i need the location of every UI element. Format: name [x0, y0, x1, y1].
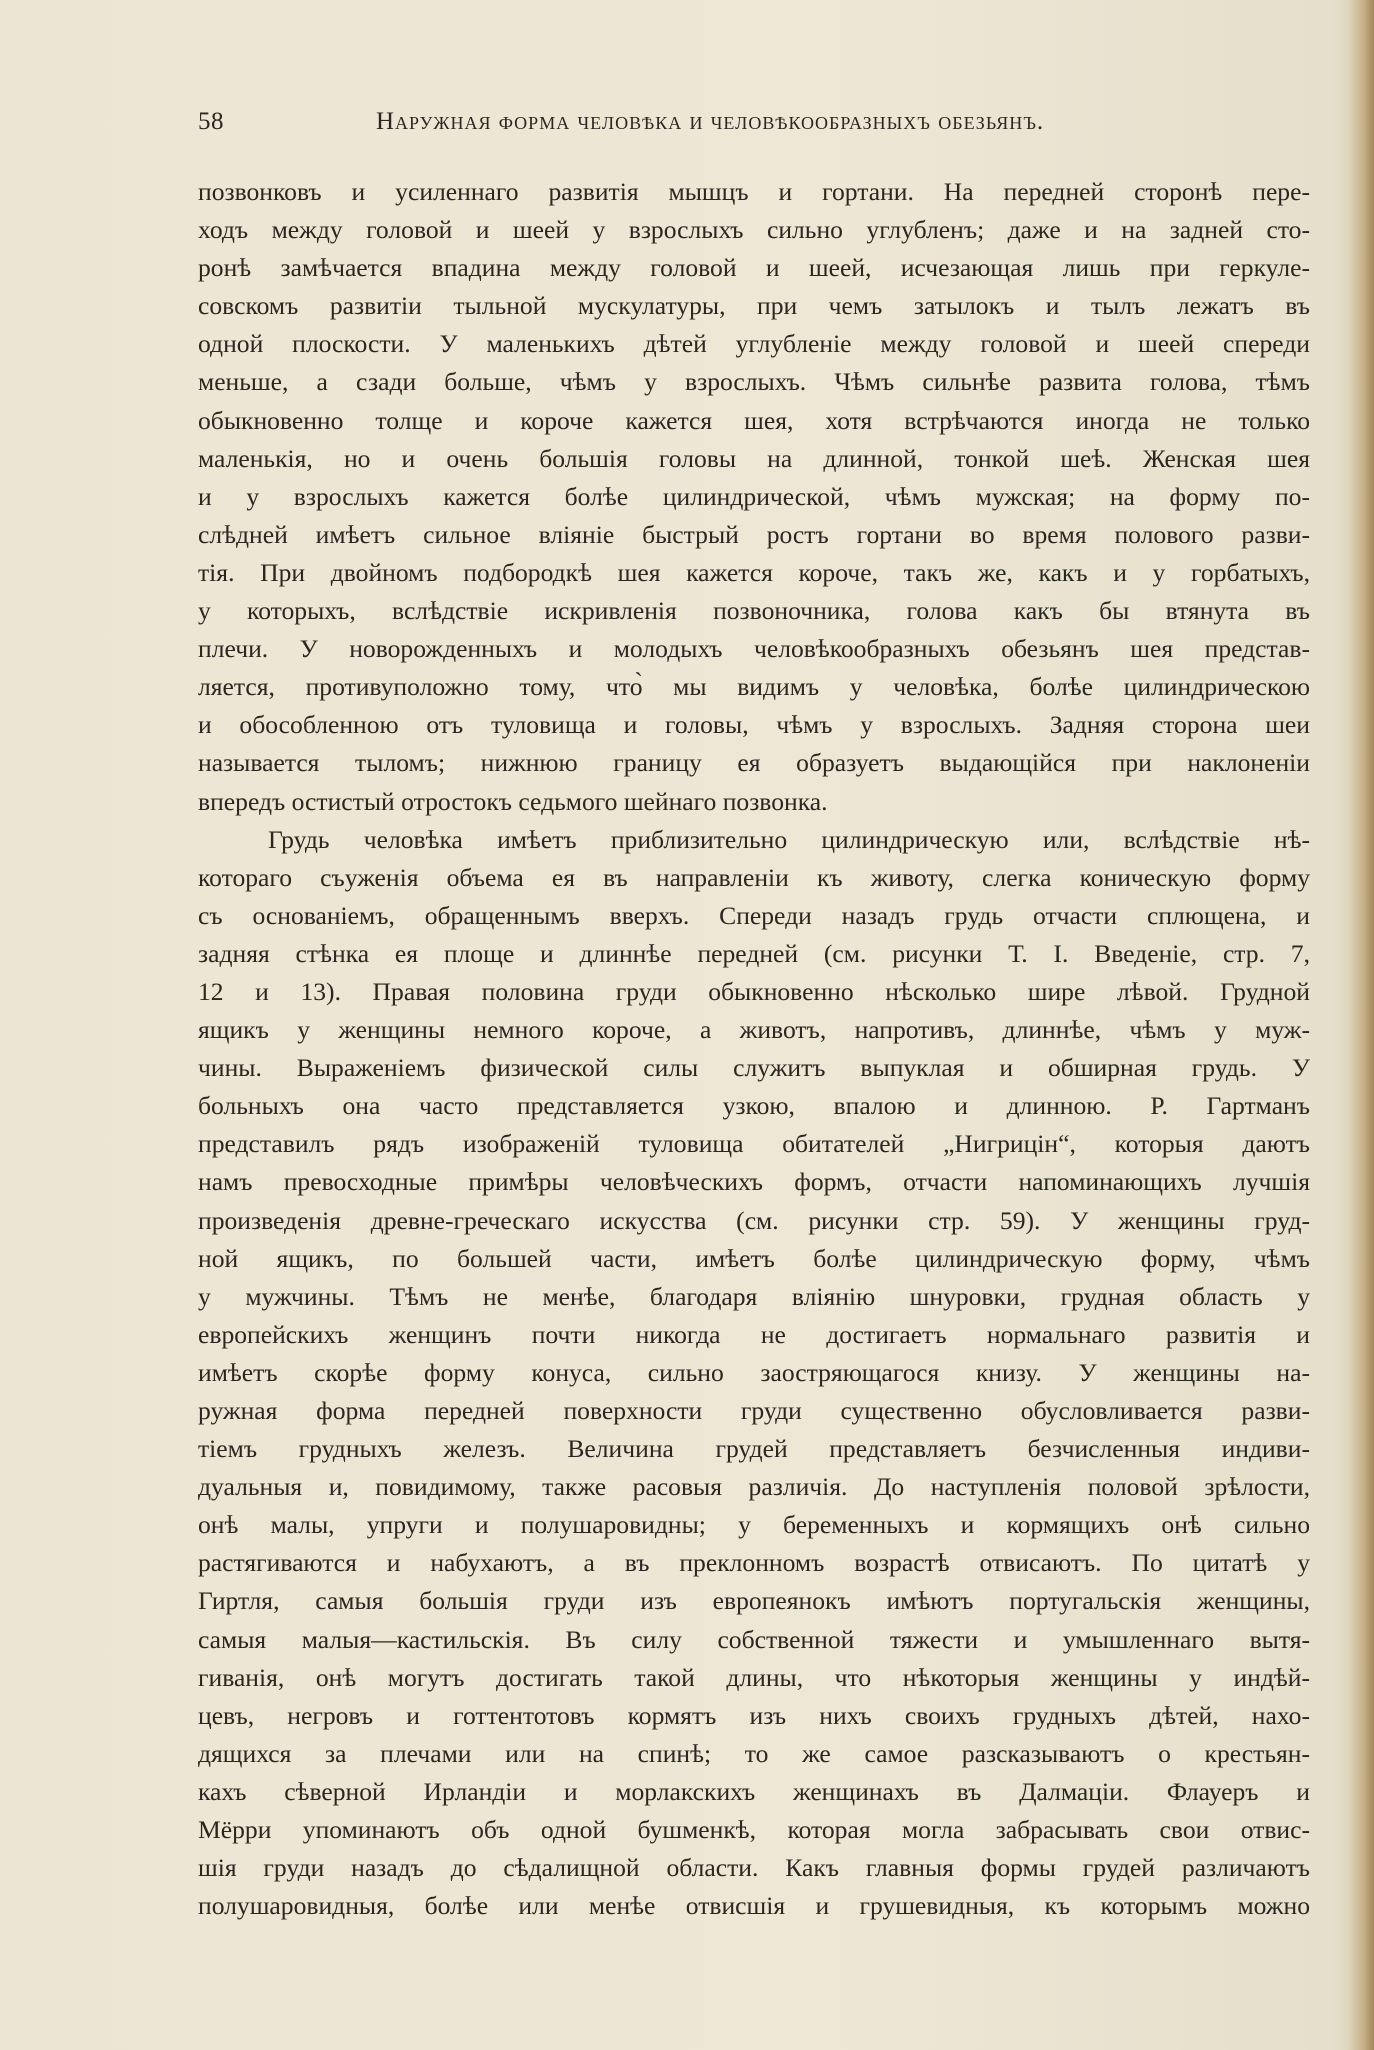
- text-line: совскомъ развитіи тыльной мускулатуры, при чемъ затылокъ и тылъ лежатъ въ: [198, 291, 1310, 321]
- text-line: чины. Выраженіемъ физической силы служитъ выпуклая и обширная грудь. У: [198, 1053, 1310, 1083]
- text-line: одной плоскости. У маленькихъ дѣтей углубленіе между головой и шеей спереди: [198, 329, 1310, 359]
- page-header: [198, 108, 1310, 148]
- text-line: тія. При двойномъ подбородкѣ шея кажется короче, такъ же, какъ и у горбатыхъ,: [198, 557, 1310, 587]
- text-line: котораго съуженія объема ея въ направленіи къ животу, слегка коническую форму: [198, 862, 1310, 892]
- body-text: [198, 173, 1310, 1925]
- text-line: задняя стѣнка ея площе и длиннѣе передней (см. рисунки Т. I. Введеніе, стр. 7,: [198, 938, 1310, 968]
- text-line: кахъ сѣверной Ирландіи и морлакскихъ женщинахъ въ Далмаціи. Флауеръ и: [198, 1776, 1310, 1806]
- text-line: больныхъ она часто представляется узкою, впалою и длинною. Р. Гартманъ: [198, 1091, 1310, 1121]
- text-line: ящикъ у женщины немного короче, а животъ, напротивъ, длиннѣе, чѣмъ у муж-: [198, 1015, 1310, 1045]
- text-line: позвонковъ и усиленнаго развитія мышцъ и гортани. На передней сторонѣ пере-: [198, 177, 1310, 206]
- text-line: у которыхъ, вслѣдствіе искривленія позвоночника, голова какъ бы втянута въ: [198, 596, 1310, 626]
- running-title: Наружная форма человѣка и человѣкообразныхъ обезьянъ.: [376, 108, 1045, 135]
- text-line: шія груди назадъ до сѣдалищной области. Какъ главныя формы грудей различаютъ: [198, 1853, 1310, 1883]
- text-line: цевъ, негровъ и готтентотовъ кормятъ изъ нихъ своихъ грудныхъ дѣтей, нахо-: [198, 1700, 1310, 1730]
- text-line: впередъ остистый отростокъ седьмого шейнаго позвонка.: [198, 786, 828, 816]
- text-line: называется тыломъ; нижнюю границу ея образуетъ выдающійся при наклоненіи: [198, 748, 1310, 778]
- text-line: самыя малыя—кастильскія. Въ силу собственной тяжести и умышленнаго вытя-: [198, 1624, 1310, 1654]
- paragraph-2: [198, 821, 1310, 1926]
- text-line: Мёрри упоминаютъ объ одной бушменкѣ, которая могла забрасывать свои отвис-: [198, 1815, 1310, 1845]
- page-edge-shadow: [1348, 0, 1374, 2050]
- text-line: ружная форма передней поверхности груди существенно обусловливается разви-: [198, 1396, 1310, 1425]
- text-line: ходъ между головой и шеей у взрослыхъ сильно углубленъ; даже и на задней сто-: [198, 215, 1310, 245]
- text-line: и у взрослыхъ кажется болѣе цилиндрической, чѣмъ мужская; на форму по-: [198, 481, 1310, 511]
- text-line: представилъ рядъ изображеній туловища обитателей „Нигрицін“, которыя даютъ: [198, 1129, 1310, 1159]
- text-line: Гиртля, самыя большія груди изъ европеянокъ имѣютъ португальскія женщины,: [198, 1586, 1310, 1616]
- paragraph-1: [198, 173, 1310, 821]
- text-line: ронѣ замѣчается впадина между головой и шеей, исчезающая лишь при геркуле-: [198, 253, 1310, 283]
- page-number: 58: [198, 108, 224, 135]
- text-line: Грудь человѣка имѣетъ приблизительно цилиндрическую или, вслѣдствіе нѣ-: [268, 824, 1310, 854]
- text-line: слѣдней имѣетъ сильное вліяніе быстрый ростъ гортани во время полового разви-: [198, 519, 1310, 549]
- text-line: и обособленною отъ туловища и головы, чѣмъ у взрослыхъ. Задняя сторона шеи: [198, 710, 1310, 740]
- text-line: полушаровидныя, болѣе или менѣе отвисшія и грушевидныя, къ которымъ можно: [198, 1891, 1310, 1921]
- text-line: ляется, противуположно тому, что̀ мы видимъ у человѣка, болѣе цилиндрическою: [198, 672, 1310, 702]
- text-line: плечи. У новорожденныхъ и молодыхъ человѣкообразныхъ обезьянъ шея представ-: [198, 634, 1310, 664]
- text-line: растягиваются и набухаютъ, а въ преклонномъ возрастѣ отвисаютъ. По цитатѣ у: [198, 1548, 1310, 1578]
- text-line: намъ превосходные примѣры человѣческихъ формъ, отчасти напоминающихъ лучшія: [198, 1167, 1310, 1197]
- text-line: маленькія, но и очень большія головы на длинной, тонкой шеѣ. Женская шея: [198, 443, 1310, 473]
- text-line: онѣ малы, упруги и полушаровидны; у беременныхъ и кормящихъ онѣ сильно: [198, 1510, 1310, 1540]
- text-line: имѣетъ скорѣе форму конуса, сильно заостряющагося книзу. У женщины на-: [198, 1357, 1310, 1387]
- text-line: меньше, а сзади больше, чѣмъ у взрослыхъ. Чѣмъ сильнѣе развита голова, тѣмъ: [198, 367, 1310, 397]
- text-line: дящихся за плечами или на спинѣ; то же самое разсказываютъ о крестьян-: [198, 1738, 1310, 1768]
- text-line: дуальныя и, повидимому, также расовыя различія. До наступленія половой зрѣлости,: [198, 1472, 1310, 1502]
- text-line: 12 и 13). Правая половина груди обыкновенно нѣсколько шире лѣвой. Грудной: [198, 976, 1310, 1006]
- text-line: произведенія древне-греческаго искусства (см. рисунки стр. 59). У женщины груд-: [198, 1205, 1310, 1235]
- text-line: гиванія, онѣ могутъ достигать такой длины, что нѣкоторыя женщины у индѣй-: [198, 1662, 1310, 1692]
- text-line: у мужчины. Тѣмъ не менѣе, благодаря вліянію шнуровки, грудная область у: [198, 1281, 1310, 1311]
- text-line: ной ящикъ, по большей части, имѣетъ болѣе цилиндрическую форму, чѣмъ: [198, 1243, 1310, 1273]
- text-line: обыкновенно толще и короче кажется шея, хотя встрѣчаются иногда не только: [198, 405, 1310, 435]
- text-line: тіемъ грудныхъ железъ. Величина грудей представляетъ безчисленныя индиви-: [198, 1434, 1310, 1464]
- text-line: съ основаніемъ, обращеннымъ вверхъ. Спереди назадъ грудь отчасти сплющена, и: [198, 900, 1310, 930]
- text-line: европейскихъ женщинъ почти никогда не достигаетъ нормальнаго развитія и: [198, 1319, 1310, 1349]
